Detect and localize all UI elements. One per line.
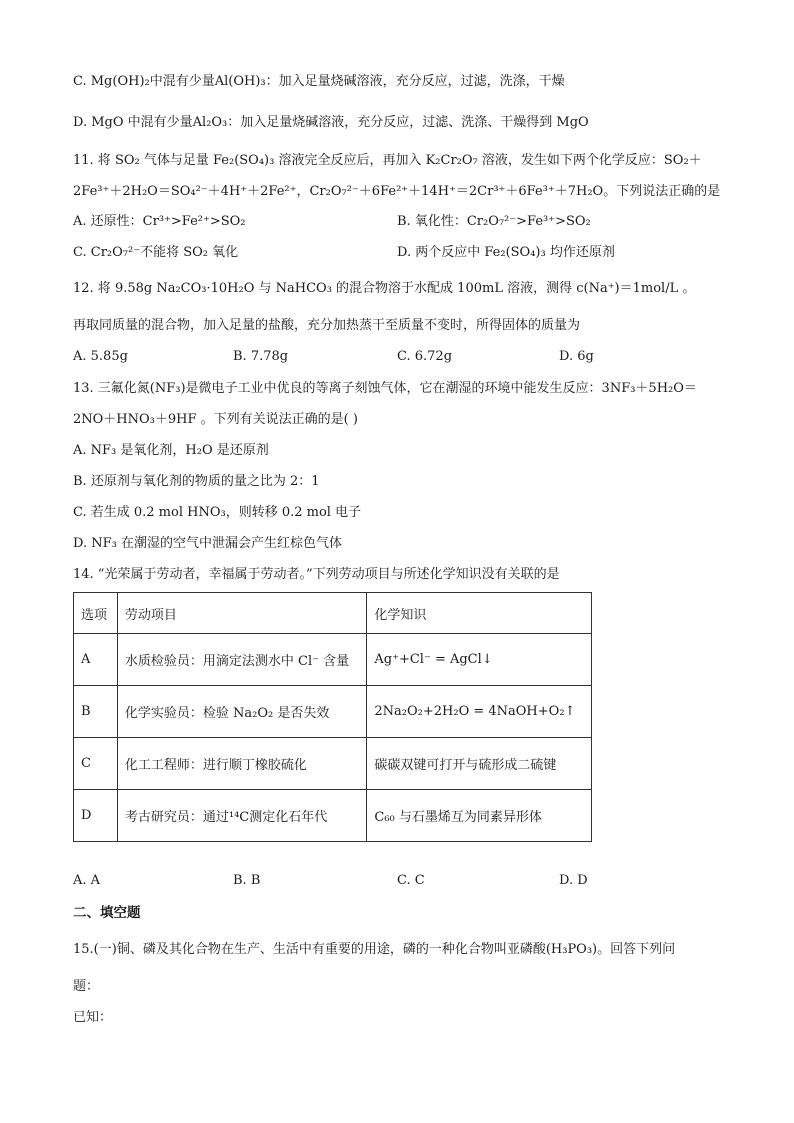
row-labor-item: 化学实验员：检验 Na₂O₂ 是否失效 [117, 686, 367, 738]
q13-option-d: D. NF₃ 在潮湿的空气中泄漏会产生红棕色气体 [73, 536, 342, 551]
row-chemistry-knowledge: 2Na₂O₂+2H₂O = 4NaOH+O₂↑ [367, 686, 592, 738]
row-label: D [74, 790, 118, 842]
row-label: A [74, 634, 118, 686]
table-row [74, 686, 592, 738]
table-row [74, 738, 592, 790]
row-labor-item: 水质检验员：用滴定法测水中 Cl⁻ 含量 [117, 634, 367, 686]
q13-option-a: A. NF₃ 是氧化剂，H₂O 是还原剂 [73, 443, 269, 458]
row-chemistry-knowledge: C₆₀ 与石墨烯互为同素异形体 [367, 790, 592, 842]
q14-stem: 14. “光荣属于劳动者，幸福属于劳动者。”下列劳动项目与所述化学知识没有关联的是 [73, 567, 560, 582]
q13-stem-line1: 13. 三氟化氮(NF₃)是微电子工业中优良的等离子刻蚀气体，它在潮湿的环境中能发生反应：3NF₃＋5H₂O＝ [73, 381, 697, 396]
q12-option-c: C. 6.72g [397, 349, 453, 364]
q15-known: 已知： [73, 1010, 113, 1025]
q11-option-a: A. 还原性：Cr³⁺>Fe²⁺>SO₂ [73, 214, 246, 229]
table-header-row [74, 593, 592, 634]
q12-option-b: B. 7.78g [233, 349, 289, 364]
header-chemistry-knowledge: 化学知识 [367, 593, 592, 634]
q12-stem-line1: 12. 将 9.58g Na₂CO₃·10H₂O 与 NaHCO₃ 的混合物溶于水配成 100mL 溶液，测得 c(Na⁺)＝1mol/L 。 [73, 281, 696, 296]
q15-stem-line1: 15.(一)铜、磷及其化合物在生产、生活中有重要的用途，磷的一种化合物叫亚磷酸(H₃PO₃)。回答下列问 [73, 942, 676, 957]
q11-option-b: B. 氧化性：Cr₂O₇²⁻>Fe³⁺>SO₂ [397, 214, 591, 229]
q10-option-c: C. Mg(OH)₂中混有少量Al(OH)₃：加入足量烧碱溶液，充分反应，过滤，洗涤，干燥 [73, 74, 565, 89]
q11-option-d: D. 两个反应中 Fe₂(SO₄)₃ 均作还原剂 [397, 245, 615, 260]
row-chemistry-knowledge: Ag⁺+Cl⁻ = AgCl↓ [367, 634, 592, 686]
q13-stem-line2: 2NO＋HNO₃＋9HF 。下列有关说法正确的是( ) [73, 412, 358, 427]
q11-stem-line2: 2Fe³⁺＋2H₂O＝SO₄²⁻＋4H⁺＋2Fe²⁺，Cr₂O₇²⁻＋6Fe²⁺＋14H⁺＝2Cr³⁺＋6Fe³⁺＋7H₂O。下列说法正确的是 [73, 184, 721, 199]
row-label: C [74, 738, 118, 790]
q11-stem-line1: 11. 将 SO₂ 气体与足量 Fe₂(SO₄)₃ 溶液完全反应后，再加入 K₂Cr₂O₇ 溶液，发生如下两个化学反应：SO₂＋ [73, 153, 702, 168]
q14-option-c: C. C [397, 873, 425, 888]
row-label: B [74, 686, 118, 738]
q10-option-d: D. MgO 中混有少量Al₂O₃：加入足量烧碱溶液，充分反应，过滤、洗涤、干燥得到 MgO [73, 115, 589, 130]
row-chemistry-knowledge: 碳碳双键可打开与硫形成二硫键 [367, 738, 592, 790]
row-labor-item: 化工工程师：进行顺丁橡胶硫化 [117, 738, 367, 790]
header-option: 选项 [74, 593, 118, 634]
table-row [74, 790, 592, 842]
q15-stem-line2: 题： [73, 979, 100, 994]
q13-option-c: C. 若生成 0.2 mol HNO₃，则转移 0.2 mol 电子 [73, 505, 362, 520]
header-labor-item: 劳动项目 [117, 593, 367, 634]
q13-option-b: B. 还原剂与氧化剂的物质的量之比为 2：1 [73, 474, 320, 489]
q12-option-d: D. 6g [559, 349, 594, 364]
q12-stem-line2: 再取同质量的混合物，加入足量的盐酸，充分加热蒸干至质量不变时，所得固体的质量为 [73, 318, 581, 333]
table-row [74, 634, 592, 686]
q14-option-d: D. D [559, 873, 588, 888]
q12-option-a: A. 5.85g [73, 349, 128, 364]
q14-table [73, 592, 592, 842]
q11-option-c: C. Cr₂O₇²⁻不能将 SO₂ 氧化 [73, 245, 239, 260]
row-labor-item: 考古研究员：通过¹⁴C测定化石年代 [117, 790, 367, 842]
section-heading: 二、填空题 [73, 905, 141, 921]
q14-option-a: A. A [73, 873, 101, 888]
q14-option-b: B. B [233, 873, 261, 888]
